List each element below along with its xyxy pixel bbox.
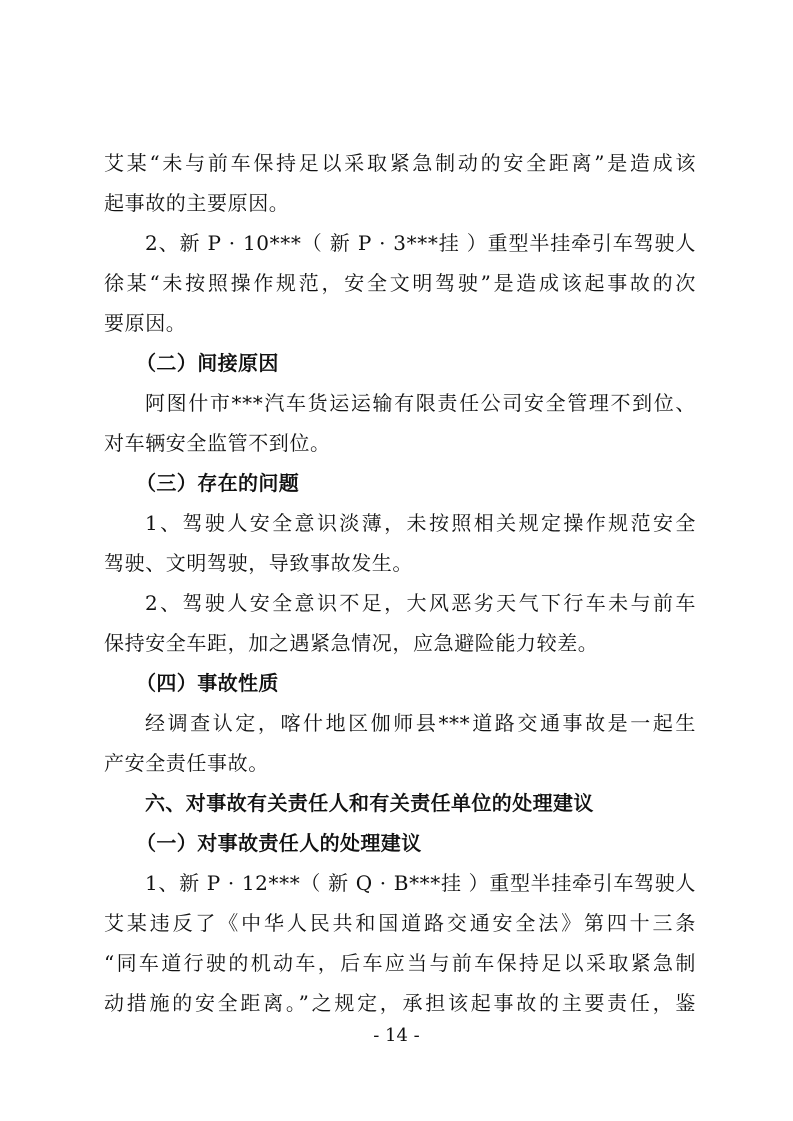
text-line: 要原因。 [104,311,187,335]
text-line: 驾驶、文明驾驶，导致事故发生。 [104,551,413,575]
section-heading: 六、对事故有关责任人和有关责任单位的处理建议 [145,791,594,815]
section-subheading: （四）事故性质 [136,671,279,695]
text-line: 产安全责任事故。 [104,751,269,775]
text-line: 起事故的主要原因。 [104,191,290,215]
section-subheading: （一）对事故责任人的处理建议 [136,831,422,855]
text-line: 艾某“未与前车保持足以采取紧急制动的安全距离”是造成该 [104,151,696,175]
text-line: 阿图什市***汽车货运运输有限责任公司安全管理不到位、 [145,391,696,415]
text-line: 2、驾驶人安全意识不足，大风恶劣天气下行车未与前车 [145,591,696,615]
section-subheading: （三）存在的问题 [136,471,300,495]
section-subheading: （二）间接原因 [136,351,279,375]
text-line: 徐某“未按照操作规范，安全文明驾驶”是造成该起事故的次 [104,271,696,295]
text-line: 1、新 P · 12***（ 新 Q · B***挂 ）重型半挂牵引车驾驶人 [145,871,696,895]
text-line: 1、驾驶人安全意识淡薄，未按照相关规定操作规范安全 [145,511,696,535]
text-line: 2、新 P · 10***（ 新 P · 3***挂 ）重型半挂牵引车驾驶人 [145,231,696,255]
document-body [104,143,696,1023]
text-line: “同车道行驶的机动车，后车应当与前车保持足以采取紧急制 [104,951,696,975]
text-line: 动措施的安全距离。”之规定，承担该起事故的主要责任，鉴 [104,991,696,1015]
text-line: 经调查认定，喀什地区伽师县***道路交通事故是一起生 [145,711,696,735]
text-line: 艾某违反了《中华人民共和国道路交通安全法》第四十三条 [104,911,696,935]
text-line: 保持安全车距，加之遇紧急情况，应急避险能力较差。 [104,631,599,655]
page-number: - 14 - [373,1025,420,1046]
text-line: 对车辆安全监管不到位。 [104,431,331,455]
